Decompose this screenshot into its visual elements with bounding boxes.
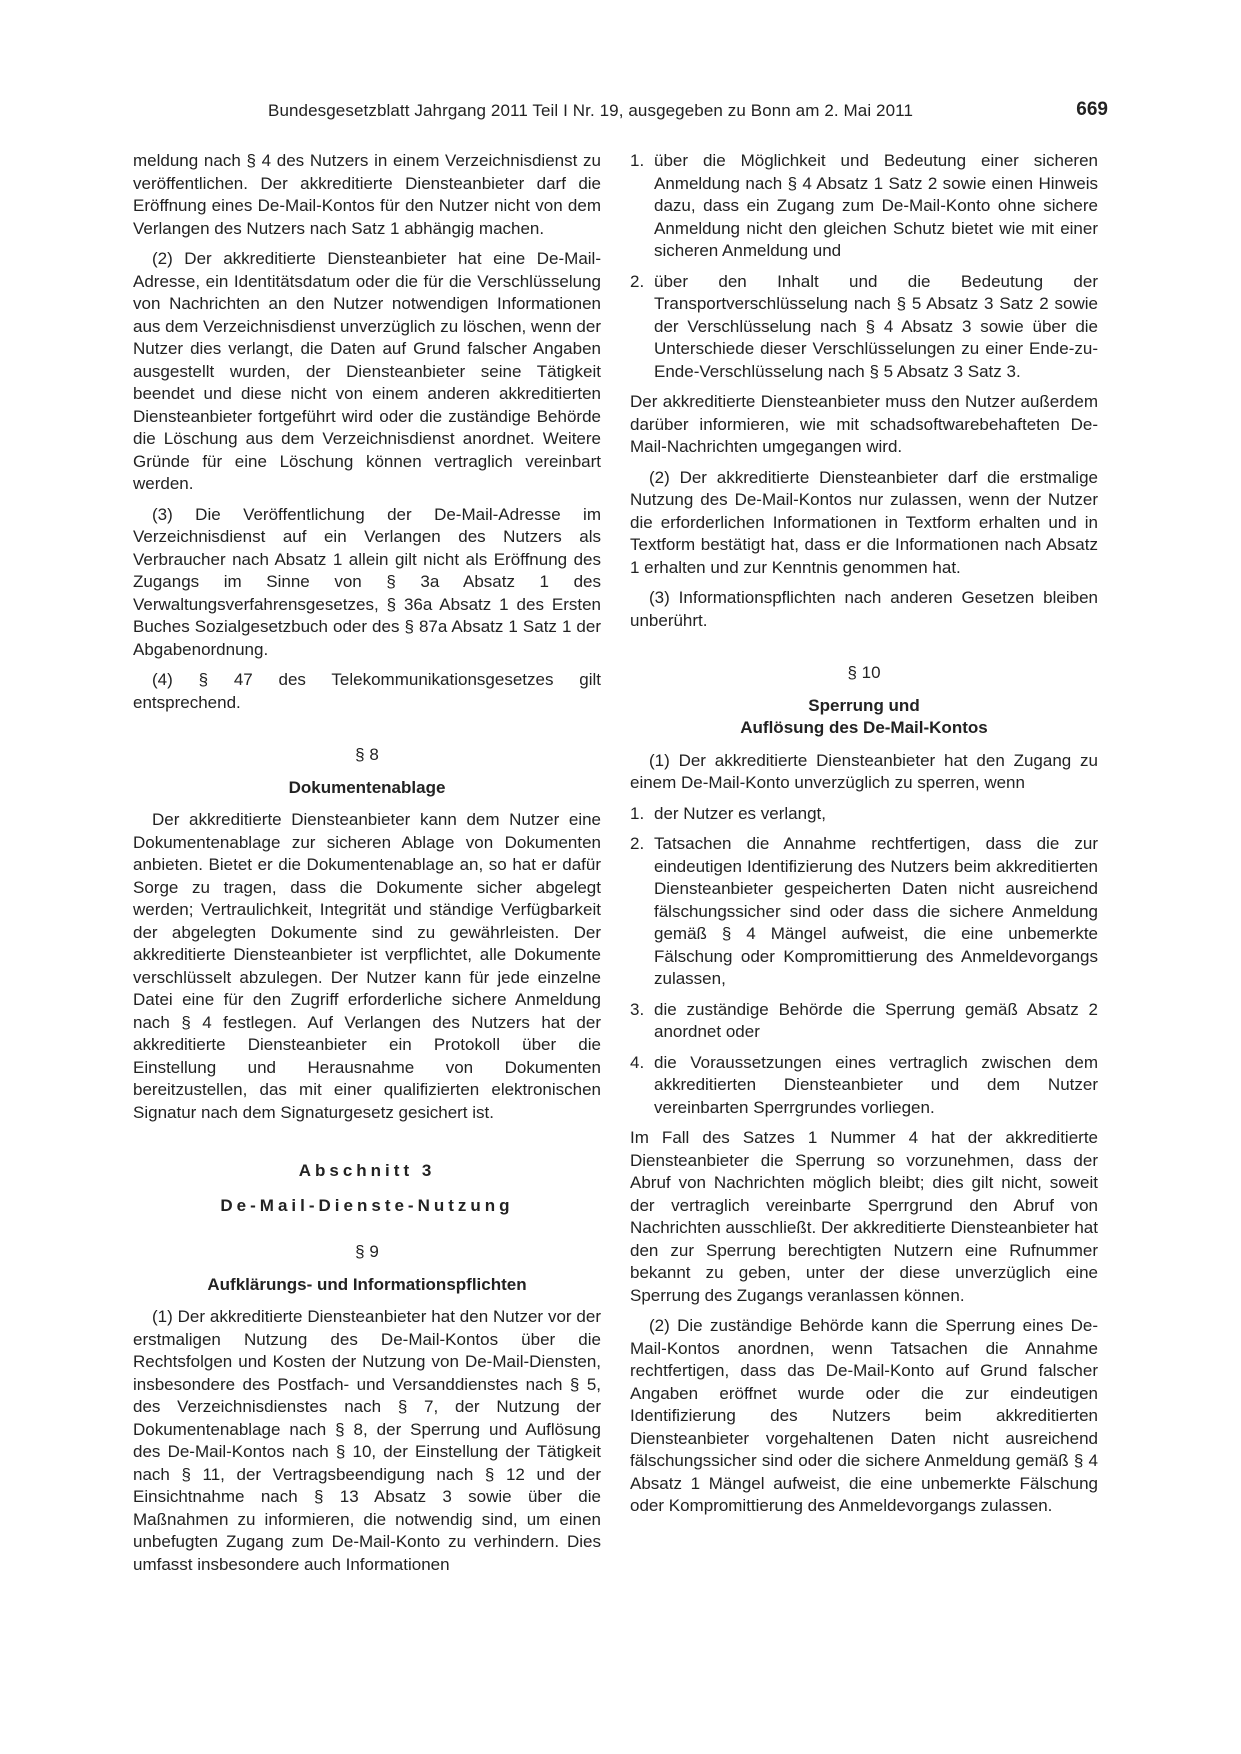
- section-10-title-line2: Auflösung des De-Mail-Kontos: [740, 718, 988, 737]
- paragraph-s7-3: (3) Die Veröffentlichung der De-Mail-Adresse im Verzeichnisdienst auf ein Verlangen des Nutzers als Verbraucher nach Absatz 1 allein gilt nicht als Eröffnung des Zugangs im Sinne von § 3a Absatz 1 des Verwaltungsverfahrensgesetzes, § 36a Absatz 1 des Ersten Buches Sozialgesetzbuch oder des § 87a Absatz 1 Satz 1 der Abgabenordnung.: [133, 504, 601, 659]
- paragraph-s9-1: (1) Der akkreditierte Diensteanbieter hat den Nutzer vor der erstmaligen Nutzung des De-Mail-Kontos über die Rechtsfolgen und Kosten der Nutzung von De-Mail-Diensten, insbesondere des Postfach- und Versanddienstes nach § 5, des Verzeichnisdienstes nach § 7, der Nutzung der Dokumentenablage nach § 8, der Sperrung und Auflösung des De-Mail-Kontos nach § 10, der Einstellung der Tätigkeit nach § 11, der Vertragsbeendigung nach § 12 und der Einsichtnahme nach § 13 Absatz 3 sowie über die Maßnahmen zu informieren, die notwendig sind, um einen unbefugten Zugang zum De-Mail-Konto zu verhindern. Dies umfasst insbesondere auch Informationen: [133, 1307, 601, 1574]
- section-10-sign: § 10: [847, 663, 881, 682]
- chapter-heading: Abschnitt 3: [298, 1161, 436, 1180]
- paragraph-s10-1: (1) Der akkreditierte Diensteanbieter hat den Zugang zu einem De-Mail-Konto unverzüglich zu sperren, wenn: [630, 750, 1098, 792]
- paragraph-case-clause: Im Fall des Satzes 1 Nummer 4 hat der akkreditierte Diensteanbieter die Sperrung so vorzunehmen, dass der Abruf von Nachrichten möglich bleibt; dies gilt nicht, soweit der vertraglich vereinbarte Sperrgrund den Abruf von Nachrichten ausschließt. Der akkreditierte Diensteanbieter hat den zur Sperrung berechtigten Nutzern eine Rufnummer bekannt zu geben, unter der diese unverzüglich eine Sperrung des Zugangs veranlassen können.: [630, 1128, 1098, 1305]
- header-title: Bundesgesetzblatt Jahrgang 2011 Teil I Nr. 19, ausgegeben zu Bonn am 2. Mai 2011: [268, 101, 913, 120]
- section-9-title: Aufklärungs- und Informationspflichten: [207, 1274, 527, 1294]
- list-item: 2. über den Inhalt und die Bedeutung der Transportverschlüsselung nach § 5 Absatz 3 Satz 2 sowie der Verschlüsselung nach § 4 Absatz 3 sowie über die Unterschiede dieser Verschlüsselungen zu einer Ende-zu-Ende-Verschlüsselung nach § 5 Absatz 3 Satz 3.: [630, 271, 1098, 381]
- section-10-title-line1: Sperrung und: [808, 695, 920, 715]
- page-header: [268, 99, 1108, 129]
- paragraph-s7-2: (2) Der akkreditierte Diensteanbieter hat eine De-Mail-Adresse, ein Identitätsdatum oder die für die Verschlüsselung von Nachrichten an den Nutzer notwendigen Informationen aus dem Verzeichnisdienst unverzüglich zu löschen, wenn der Nutzer dies verlangt, die Daten auf Grund falscher Angaben ausgestellt wurden, der Diensteanbieter seine Tätigkeit beendet und diese nicht von einem anderen akkreditierten Diensteanbieter fortgeführt wird oder die zuständige Behörde die Löschung aus dem Verzeichnisdienst anordnet. Weitere Gründe für eine Löschung können vertraglich vereinbart werden.: [133, 249, 601, 493]
- paragraph-continuation: meldung nach § 4 des Nutzers in einem Verzeichnisdienst zu veröffentlichen. Der akkreditierte Diensteanbieter darf die Eröffnung eines De-Mail-Kontos für den Nutzer nicht von dem Verlangen des Nutzers nach Satz 1 abhängig machen.: [133, 151, 601, 238]
- list-item: 1. der Nutzer es verlangt,: [630, 803, 826, 823]
- right-column: [630, 150, 1098, 1526]
- list-item: 1. über die Möglichkeit und Bedeutung einer sicheren Anmeldung nach § 4 Absatz 1 Satz 2 sowie einen Hinweis dazu, dass ein Zugang zum De-Mail-Konto ohne sichere Anmeldung nicht den gleichen Schutz bietet wie mit einer sicheren Anmeldung und: [630, 151, 1098, 260]
- chapter-title: De-Mail-Dienste-Nutzung: [220, 1195, 514, 1215]
- section-9-sign: § 9: [355, 1242, 379, 1261]
- paragraph-s10-2: (2) Die zuständige Behörde kann die Sperrung eines De-Mail-Kontos anordnen, wenn Tatsachen die Annahme rechtfertigen, dass das De-Mail-Konto auf Grund falscher Angaben eröffnet wurde oder die zur eindeutigen Identifizierung des Nutzers beim akkreditierten Diensteanbieter vorgehaltenen Daten nicht ausreichend fälschungssicher sind oder die sichere Anmeldung gemäß § 4 Absatz 1 Mängel aufweist, die eine unbemerkte Fälschung oder Kompromittierung des Anmeldevorgangs zulassen.: [630, 1316, 1098, 1515]
- blocking-list: [630, 803, 1098, 1120]
- left-column: [133, 150, 601, 1584]
- section-8-title: Dokumentenablage: [288, 777, 446, 797]
- paragraph-s8: Der akkreditierte Diensteanbieter kann dem Nutzer eine Dokumentenablage zur sicheren Ablage von Dokumenten anbieten. Bietet er die Dokumentenablage an, so hat er dafür Sorge zu tragen, dass die Dokumente sicher abgelegt werden; Vertraulichkeit, Integrität und ständige Verfügbarkeit der abgelegten Dokumente sind zu gewährleisten. Der akkreditierte Diensteanbieter ist verpflichtet, alle Dokumente verschlüsselt abzulegen. Der Nutzer kann für jede einzelne Datei eine für den Zugriff erforderliche sichere Anmeldung nach § 4 festlegen. Auf Verlangen des Nutzers hat der akkreditierte Diensteanbieter ein Protokoll über die Einstellung und Herausnahme von Dokumenten bereitzustellen, das mit einer qualifizierten elektronischen Signatur nach dem Signaturgesetz gesichert ist.: [133, 810, 601, 1122]
- paragraph-s9-2: (2) Der akkreditierte Diensteanbieter darf die erstmalige Nutzung des De-Mail-Kontos nur zulassen, wenn der Nutzer die erforderlichen Informationen in Textform erhalten und in Textform bestätigt hat, dass er die Informationen nach Absatz 1 erhalten und zur Kenntnis genommen hat.: [630, 467, 1098, 577]
- paragraph-after-list: Der akkreditierte Diensteanbieter muss den Nutzer außerdem darüber informieren, wie mit schadsoftwarebehafteten De-Mail-Nachrichten umgegangen wird.: [630, 392, 1098, 456]
- list-item: 2. Tatsachen die Annahme rechtfertigen, dass die zur eindeutigen Identifizierung des Nutzers beim akkreditierten Diensteanbieter gespeicherten Daten nicht ausreichend fälschungssicher sind oder dass die sichere Anmeldung gemäß § 4 Mängel aufweist, die eine unbemerkte Fälschung oder Kompromittierung des Anmeldevorgangs zulassen,: [630, 834, 1098, 988]
- info-list: [630, 150, 1098, 383]
- section-8-sign: § 8: [355, 745, 379, 764]
- paragraph-s7-4: (4) § 47 des Telekommunikationsgesetzes gilt entsprechend.: [133, 670, 601, 712]
- paragraph-s9-3: (3) Informationspflichten nach anderen Gesetzen bleiben unberührt.: [630, 588, 1098, 630]
- list-item: 3. die zuständige Behörde die Sperrung gemäß Absatz 2 anordnet oder: [630, 999, 1098, 1041]
- page-number: 669: [1076, 99, 1108, 120]
- list-item: 4. die Voraussetzungen eines vertraglich zwischen dem akkreditierten Diensteanbieter und dem Nutzer vereinbarten Sperrgrundes vorliegen.: [630, 1052, 1098, 1117]
